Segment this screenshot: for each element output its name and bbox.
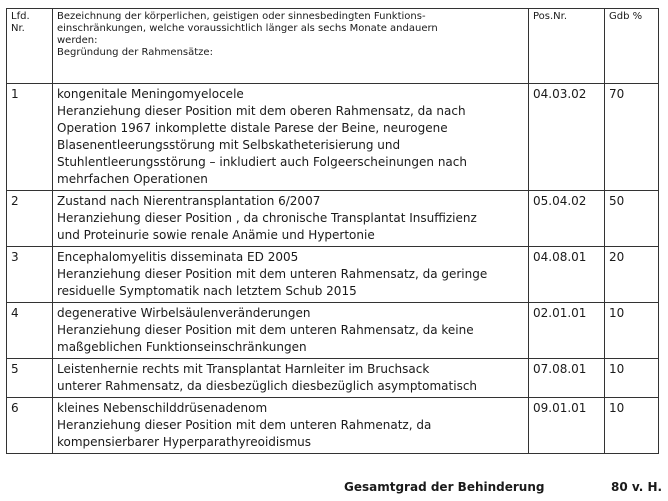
table-row <box>7 84 659 191</box>
row-description <box>53 191 529 247</box>
description-line: maßgeblichen Funktionseinschränkungen <box>57 340 307 354</box>
row-gdb: 10 <box>605 398 659 454</box>
description-line: Encephalomyelitis disseminata ED 2005 <box>57 250 299 264</box>
description-line: Blasenentleerungsstörung mit Selbskatheterisierung und <box>57 138 401 152</box>
row-description <box>53 247 529 303</box>
row-gdb: 10 <box>605 359 659 398</box>
row-number: 4 <box>7 303 53 359</box>
header-lfd-line: Lfd. <box>11 11 30 22</box>
header-lfd-line: Nr. <box>11 23 25 34</box>
description-line: degenerative Wirbelsäulenveränderungen <box>57 306 311 320</box>
description-line: Leistenhernie rechts mit Transplantat Harnleiter im Bruchsack <box>57 362 430 376</box>
description-line: Heranziehung dieser Position , da chronische Transplantat Insuffizienz <box>57 211 477 225</box>
row-description <box>53 84 529 191</box>
row-pos-nr: 04.08.01 <box>529 247 605 303</box>
table-row <box>7 247 659 303</box>
row-pos-nr: 04.03.02 <box>529 84 605 191</box>
row-description <box>53 398 529 454</box>
description-line: Heranziehung dieser Position mit dem unteren Rahmensatz, da geringe <box>57 267 488 281</box>
description-line: residuelle Symptomatik nach letztem Schub 2015 <box>57 284 357 298</box>
description-line: Stuhlentleerungsstörung – inkludiert auch Folgeerscheinungen nach <box>57 155 467 169</box>
description-line: Heranziehung dieser Position mit dem unteren Rahmenatz, da <box>57 418 432 432</box>
row-number: 6 <box>7 398 53 454</box>
description-line: Zustand nach Nierentransplantation 6/2007 <box>57 194 321 208</box>
row-number: 5 <box>7 359 53 398</box>
table-row <box>7 398 659 454</box>
header-gdb: Gdb % <box>605 9 659 84</box>
row-pos-nr: 02.01.01 <box>529 303 605 359</box>
row-number: 2 <box>7 191 53 247</box>
header-bezeichnung-line: Begründung der Rahmensätze: <box>57 47 213 58</box>
header-bezeichnung-line: Bezeichnung der körperlichen, geistigen oder sinnesbedingten Funktions- <box>57 11 426 22</box>
table-row <box>7 191 659 247</box>
header-bezeichnung-line: werden: <box>57 35 98 46</box>
header-bezeichnung-line: einschränkungen, welche voraussichtlich länger als sechs Monate andauern <box>57 23 438 34</box>
row-number: 1 <box>7 84 53 191</box>
description-line: Heranziehung dieser Position mit dem oberen Rahmensatz, da nach <box>57 104 466 118</box>
row-description <box>53 359 529 398</box>
description-line: mehrfachen Operationen <box>57 172 208 186</box>
table-header-row <box>7 9 659 84</box>
row-pos-nr: 07.08.01 <box>529 359 605 398</box>
row-pos-nr: 05.04.02 <box>529 191 605 247</box>
description-line: kongenitale Meningomyelocele <box>57 87 244 101</box>
total-disability-value: 80 v. H. <box>611 480 663 494</box>
disability-assessment-table <box>6 8 659 454</box>
description-line: Heranziehung dieser Position mit dem unteren Rahmensatz, da keine <box>57 323 474 337</box>
row-gdb: 10 <box>605 303 659 359</box>
description-line: kleines Nebenschilddrüsenadenom <box>57 401 268 415</box>
header-pos-nr: Pos.Nr. <box>529 9 605 84</box>
row-number: 3 <box>7 247 53 303</box>
row-pos-nr: 09.01.01 <box>529 398 605 454</box>
row-gdb: 70 <box>605 84 659 191</box>
row-description <box>53 303 529 359</box>
row-gdb: 50 <box>605 191 659 247</box>
table-row <box>7 359 659 398</box>
total-disability-summary <box>0 480 668 498</box>
description-line: kompensierbarer Hyperparathyreoidismus <box>57 435 312 449</box>
description-line: und Proteinurie sowie renale Anämie und Hypertonie <box>57 228 375 242</box>
header-bezeichnung <box>53 9 529 84</box>
description-line: Operation 1967 inkomplette distale Parese der Beine, neurogene <box>57 121 448 135</box>
table-row <box>7 303 659 359</box>
header-lfd-nr <box>7 9 53 84</box>
description-line: unterer Rahmensatz, da diesbezüglich diesbezüglich asymptomatisch <box>57 379 478 393</box>
row-gdb: 20 <box>605 247 659 303</box>
total-disability-label: Gesamtgrad der Behinderung <box>344 480 545 494</box>
